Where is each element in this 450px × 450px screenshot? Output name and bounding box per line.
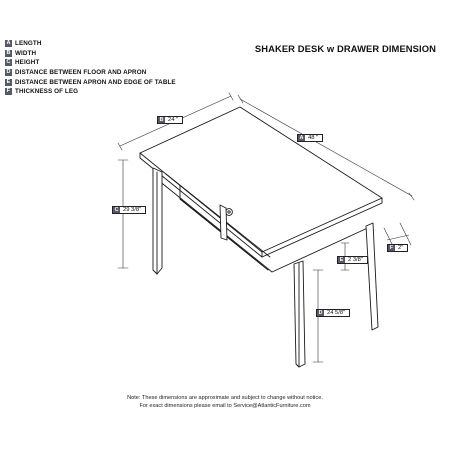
dimension-value: 24 5/8" xyxy=(327,310,346,316)
legend-label: HEIGHT xyxy=(15,59,40,67)
dimension-value: 29 3/8" xyxy=(123,207,142,213)
contact-note: For exact dimensions please email to Service@AtlanticFurniture.com xyxy=(139,403,311,409)
page-title: SHAKER DESK w DRAWER DIMENSION xyxy=(254,43,436,54)
dimension-value: 24 " xyxy=(168,117,179,123)
dimension-key: D xyxy=(318,310,323,316)
desk-top xyxy=(140,107,382,252)
disclaimer-note: Note: These dimensions are approximate and subject to change without notice. xyxy=(127,395,323,401)
legend-key: C xyxy=(6,59,11,66)
dimension-key: C xyxy=(114,207,119,213)
dimension-key: A xyxy=(299,135,304,141)
dimension-label-e xyxy=(337,256,368,264)
dimension-value: 2" xyxy=(398,245,404,251)
legend-label: DISTANCE BETWEEN FLOOR AND APRON xyxy=(15,69,147,77)
legend-label: LENGTH xyxy=(15,40,42,48)
legend-label: DISTANCE BETWEEN APRON AND EDGE OF TABLE xyxy=(15,78,176,86)
dimension-label-c xyxy=(112,206,146,214)
back-right-leg xyxy=(366,223,378,330)
dimension-key: E xyxy=(339,257,344,263)
legend-key: D xyxy=(6,69,11,76)
legend-key: A xyxy=(6,40,11,47)
front-left-leg xyxy=(153,168,162,274)
dimension-value: 2 3/8" xyxy=(348,257,363,263)
back-left-leg xyxy=(220,205,227,240)
dimension-label-a xyxy=(297,134,323,142)
dimension-value: 48 " xyxy=(308,135,319,141)
dimension-key: F xyxy=(389,245,394,251)
dimension-key: B xyxy=(159,117,164,123)
legend-key: B xyxy=(6,49,11,56)
dimension-label-b xyxy=(157,116,183,124)
legend-key: E xyxy=(6,78,11,85)
dimension-label-f xyxy=(387,244,408,252)
legend-label: WIDTH xyxy=(15,49,37,57)
dimension-label-d xyxy=(316,309,350,317)
legend-key: F xyxy=(6,88,11,95)
legend-label: THICKNESS OF LEG xyxy=(15,88,79,96)
front-right-leg xyxy=(294,261,305,367)
